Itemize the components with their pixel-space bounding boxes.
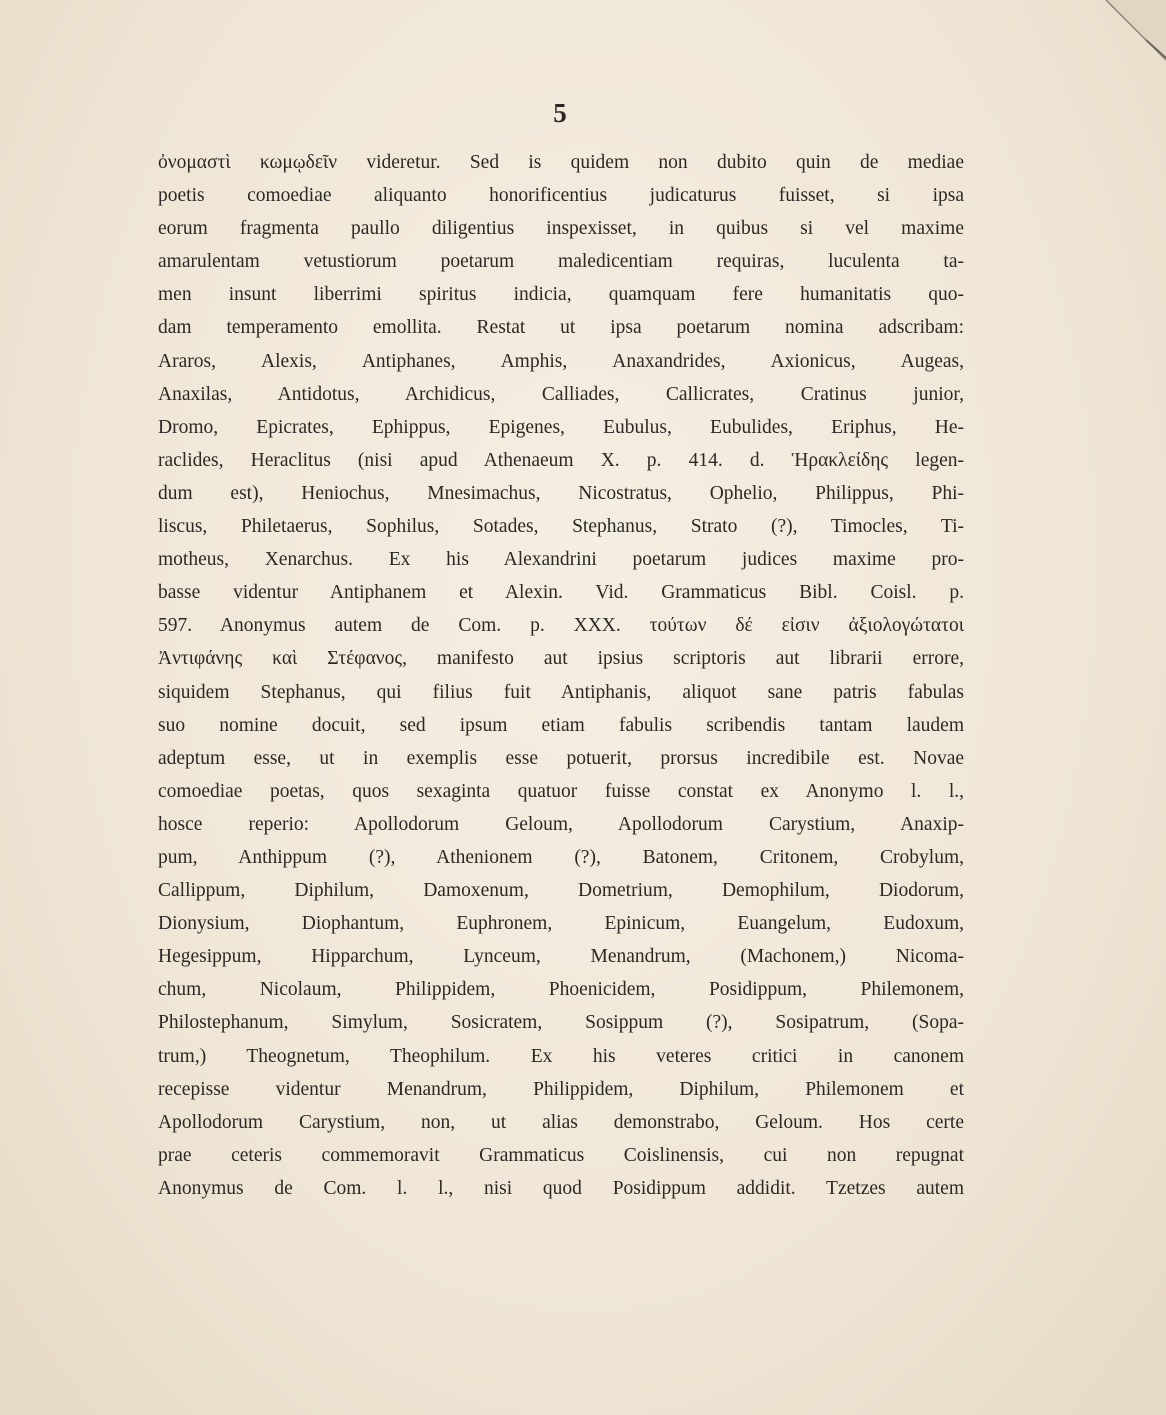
- text-line: comoediae poetas, quos sexaginta quatuor fuisse constat ex Anonymo l. l.,: [158, 780, 964, 802]
- text-line: raclides, Heraclitus (nisi apud Athenaeum X. p. 414. d. Ἡρακλείδης legen-: [158, 449, 964, 471]
- text-line: men insunt liberrimi spiritus indicia, quamquam fere humanitatis quo-: [158, 284, 964, 306]
- text-line: Anonymus de Com. l. l., nisi quod Posidippum addidit. Tzetzes autem: [158, 1177, 964, 1199]
- text-line: liscus, Philetaerus, Sophilus, Sotades, Stephanus, Strato (?), Timocles, Ti-: [158, 516, 964, 538]
- text-line: Philostephanum, Simylum, Sosicratem, Sosippum (?), Sosipatrum, (Sopa-: [158, 1012, 964, 1034]
- text-line: dum est), Heniochus, Mnesimachus, Nicostratus, Ophelio, Philippus, Phi-: [158, 482, 964, 504]
- page-corner-fold: [1086, 0, 1166, 80]
- text-line: suo nomine docuit, sed ipsum etiam fabulis scribendis tantam laudem: [158, 714, 964, 736]
- text-line: chum, Nicolaum, Philippidem, Phoenicidem, Posidippum, Philemonem,: [158, 979, 964, 1001]
- text-line: eorum fragmenta paullo diligentius inspexisset, in quibus si vel maxime: [158, 218, 964, 240]
- body-text: [158, 146, 964, 1205]
- text-line: siquidem Stephanus, qui filius fuit Antiphanis, aliquot sane patris fabulas: [158, 681, 964, 703]
- page-number: 5: [553, 98, 567, 128]
- text-line: motheus, Xenarchus. Ex his Alexandrini poetarum judices maxime pro-: [158, 549, 964, 571]
- text-line: dam temperamento emollita. Restat ut ipsa poetarum nomina adscribam:: [158, 317, 964, 339]
- text-line: adeptum esse, ut in exemplis esse potuerit, prorsus incredibile est. Novae: [158, 747, 964, 769]
- text-line: prae ceteris commemoravit Grammaticus Coislinensis, cui non repugnat: [158, 1144, 964, 1166]
- text-line: ὀνομαστὶ κωμῳδεῖν videretur. Sed is quidem non dubito quin de mediae: [158, 152, 964, 173]
- text-line: Callippum, Diphilum, Damoxenum, Dometrium, Demophilum, Diodorum,: [158, 880, 964, 902]
- text-line: Apollodorum Carystium, non, ut alias demonstrabo, Geloum. Hos certe: [158, 1111, 964, 1133]
- text-line: Dromo, Epicrates, Ephippus, Epigenes, Eubulus, Eubulides, Eriphus, He-: [158, 416, 964, 438]
- text-line: trum,) Theognetum, Theophilum. Ex his veteres critici in canonem: [158, 1045, 964, 1067]
- text-line: 597. Anonymus autem de Com. p. XXX. τούτων δέ εἰσιν ἀξιολογώτατοι: [158, 615, 964, 637]
- text-line: amarulentam vetustiorum poetarum maledicentiam requiras, luculenta ta-: [158, 251, 964, 273]
- text-line: hosce reperio: Apollodorum Geloum, Apollodorum Carystium, Anaxip-: [158, 813, 964, 835]
- text-line: recepisse videntur Menandrum, Philippidem, Diphilum, Philemonem et: [158, 1078, 964, 1100]
- text-line: pum, Anthippum (?), Athenionem (?), Batonem, Critonem, Crobylum,: [158, 846, 964, 868]
- text-line: Araros, Alexis, Antiphanes, Amphis, Anaxandrides, Axionicus, Augeas,: [158, 350, 964, 372]
- text-line: Ἀντιφάνης καὶ Στέφανος, manifesto aut ipsius scriptoris aut librarii errore,: [158, 648, 964, 670]
- text-line: Anaxilas, Antidotus, Archidicus, Calliades, Callicrates, Cratinus junior,: [158, 383, 964, 405]
- text-line: Dionysium, Diophantum, Euphronem, Epinicum, Euangelum, Eudoxum,: [158, 913, 964, 935]
- text-line: poetis comoediae aliquanto honorificentius judicaturus fuisset, si ipsa: [158, 185, 964, 207]
- text-line: Hegesippum, Hipparchum, Lynceum, Menandrum, (Machonem,) Nicoma-: [158, 946, 964, 968]
- text-line: basse videntur Antiphanem et Alexin. Vid. Grammaticus Bibl. Coisl. p.: [158, 582, 964, 604]
